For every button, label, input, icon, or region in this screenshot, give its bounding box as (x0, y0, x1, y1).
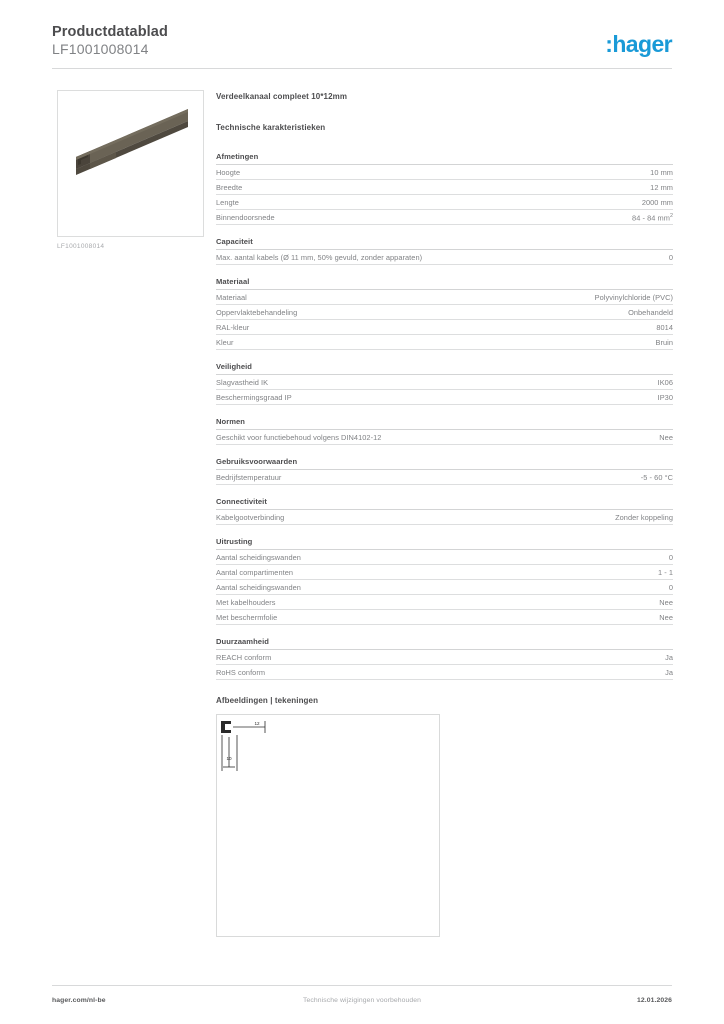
spec-row (216, 210, 673, 225)
technical-drawing-frame (216, 714, 440, 937)
spec-label: Slagvastheid IK (216, 378, 269, 388)
spec-value: Nee (659, 598, 673, 608)
spec-row (216, 335, 673, 350)
spec-label: Aantal scheidingswanden (216, 583, 301, 593)
spec-label: Max. aantal kabels (Ø 11 mm, 50% gevuld, zonder apparaten) (216, 253, 423, 263)
header-divider (52, 68, 672, 69)
spec-value: 2000 mm (641, 198, 673, 207)
spec-group-title: Duurzaamheid (216, 637, 673, 650)
spec-value: Bruin (655, 338, 673, 348)
spec-value: -5 - 60 °C (640, 473, 673, 483)
spec-row (216, 320, 673, 335)
spec-row (216, 650, 673, 665)
spec-group-title: Veiligheid (216, 362, 673, 375)
spec-label: Met beschermfolie (216, 613, 278, 623)
spec-row (216, 180, 673, 195)
spec-row (216, 250, 673, 265)
spec-value: 1 - 1 (657, 568, 673, 578)
spec-group (216, 277, 673, 350)
product-name: Verdeelkanaal compleet 10*12mm (216, 92, 348, 101)
spec-row (216, 470, 673, 485)
spec-group (216, 152, 673, 225)
product-photo-caption: LF1001008014 (57, 243, 105, 250)
spec-value: 0 (668, 553, 673, 563)
spec-row (216, 430, 673, 445)
spec-row (216, 165, 673, 180)
spec-group-title: Materiaal (216, 277, 673, 290)
hager-logo: :hager (605, 31, 672, 57)
spec-label: RoHS conform (216, 668, 266, 678)
spec-value: Ja (665, 653, 673, 663)
spec-value: Nee (659, 613, 673, 623)
spec-value: 12 mm (650, 183, 673, 192)
spec-label: Bedrijfstemperatuur (216, 473, 282, 483)
footer-disclaimer: Technische wijzigingen voorbehouden (303, 997, 421, 1004)
spec-value: Ja (665, 668, 673, 678)
spec-value: IP30 (657, 393, 673, 403)
specification-column (216, 92, 673, 937)
spec-row (216, 510, 673, 525)
spec-label: Breedte (216, 183, 243, 192)
spec-label: Beschermingsgraad IP (216, 393, 292, 403)
spec-group-title: Normen (216, 417, 673, 430)
page-title: Productdatablad (52, 24, 168, 40)
spec-label: Aantal scheidingswanden (216, 553, 301, 563)
spec-group-title: Afmetingen (216, 152, 673, 165)
spec-value: Zonder koppeling (615, 513, 673, 523)
spec-row (216, 565, 673, 580)
spec-value: 0 (668, 253, 673, 263)
page-header (52, 24, 672, 70)
spec-group (216, 362, 673, 405)
spec-group (216, 237, 673, 265)
spec-row (216, 665, 673, 680)
spec-group-title: Capaciteit (216, 237, 673, 250)
technical-characteristics-heading: Technische karakteristieken (216, 123, 326, 132)
spec-group (216, 497, 673, 525)
spec-row (216, 610, 673, 625)
spec-label: Aantal compartimenten (216, 568, 294, 578)
spec-row (216, 550, 673, 565)
technical-drawing-image (217, 715, 439, 936)
spec-row (216, 595, 673, 610)
drawings-heading: Afbeeldingen | tekeningen (216, 696, 319, 706)
spec-label: Kleur (216, 338, 234, 348)
spec-value-superscript: 2 (669, 213, 673, 219)
product-photo-image (58, 91, 203, 236)
product-photo-frame (57, 90, 204, 237)
spec-row (216, 375, 673, 390)
spec-value (632, 213, 673, 222)
spec-group (216, 417, 673, 445)
spec-label: Materiaal (216, 293, 247, 303)
spec-row (216, 195, 673, 210)
spec-row (216, 580, 673, 595)
spec-label: REACH conform (216, 653, 272, 663)
spec-row (216, 290, 673, 305)
footer-divider (52, 985, 672, 986)
drawing-width-label: 12 (254, 721, 260, 727)
spec-row (216, 390, 673, 405)
spec-value: 10 mm (650, 168, 673, 177)
spec-label: Hoogte (216, 168, 241, 177)
footer-website-link[interactable]: hager.com/nl-be (52, 997, 106, 1004)
footer-date: 12.01.2026 (636, 997, 672, 1004)
spec-value: 8014 (656, 323, 673, 333)
spec-group (216, 457, 673, 485)
spec-value-text: 84 - 84 mm (632, 213, 670, 223)
spec-value: IK06 (657, 378, 673, 388)
spec-label: Lengte (216, 198, 239, 207)
spec-label: Kabelgootverbinding (216, 513, 285, 523)
product-reference: LF1001008014 (52, 41, 149, 57)
spec-group-title: Gebruiksvoorwaarden (216, 457, 673, 470)
spec-group (216, 637, 673, 680)
spec-value: 0 (668, 583, 673, 593)
spec-label: Binnendoorsnede (216, 213, 275, 223)
spec-label: Oppervlaktebehandeling (216, 308, 298, 318)
page-footer (52, 997, 672, 1009)
spec-label: RAL-kleur (216, 323, 250, 333)
spec-value: Onbehandeld (628, 308, 673, 318)
spec-label: Geschikt voor functiebehoud volgens DIN4102-12 (216, 433, 382, 443)
drawing-height-label: 10 (226, 756, 232, 762)
product-photo-column (57, 90, 204, 250)
spec-label: Met kabelhouders (216, 598, 276, 608)
spec-group (216, 537, 673, 625)
spec-group-title: Connectiviteit (216, 497, 673, 510)
spec-value: Polyvinylchloride (PVC) (594, 293, 673, 303)
spec-row (216, 305, 673, 320)
spec-value: Nee (659, 433, 673, 443)
spec-groups (216, 152, 673, 680)
spec-group-title: Uitrusting (216, 537, 673, 550)
